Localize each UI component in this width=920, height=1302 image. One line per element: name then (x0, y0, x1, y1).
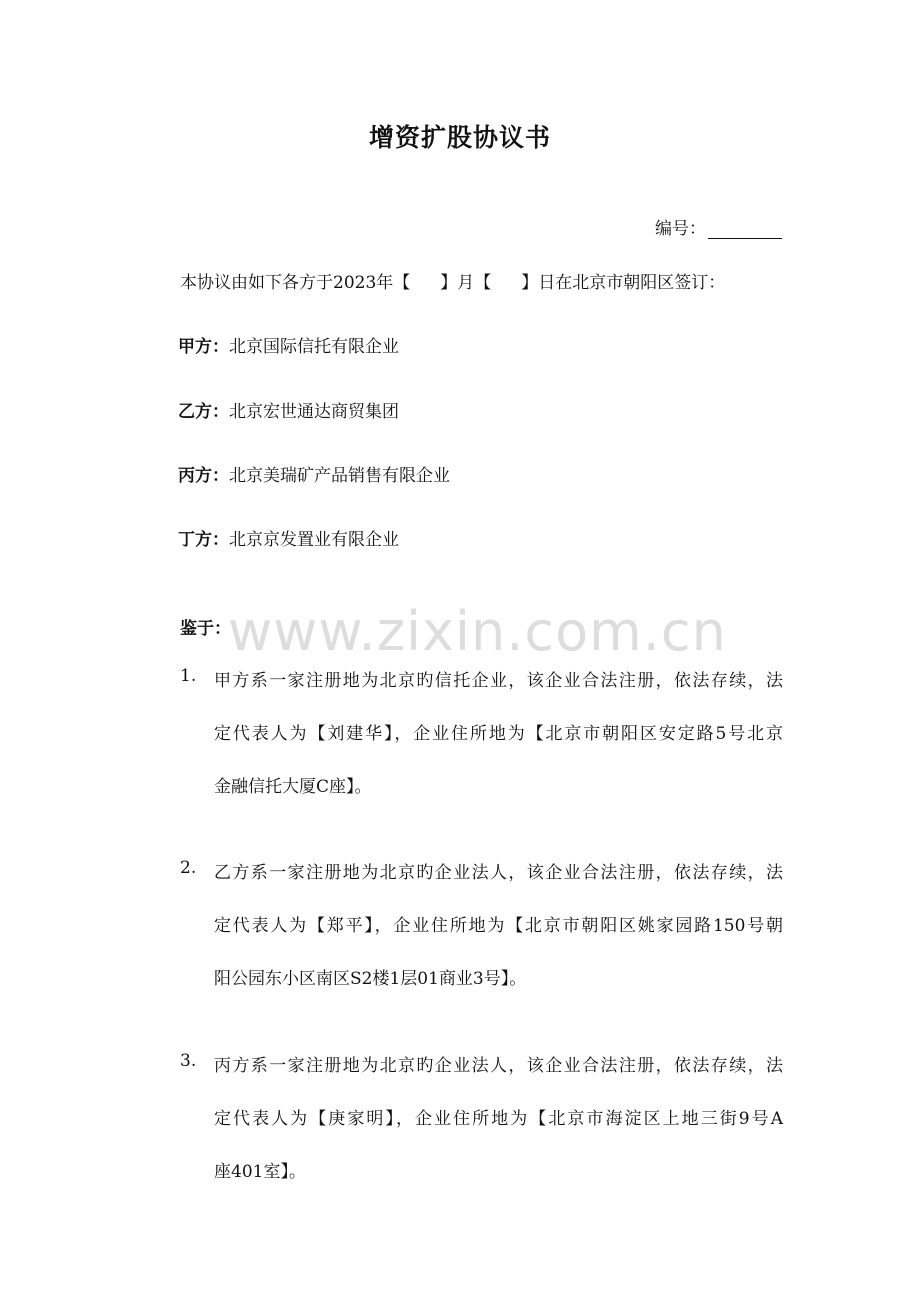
party-d (178, 525, 399, 550)
clause-number: 3. (180, 1051, 197, 1071)
party-name: 北京国际信托有限企业 (229, 337, 399, 357)
clause-line: 阳公园东小区南区S2楼1层01商业3号】。 (214, 969, 527, 989)
clause-line: 定代表人为【庚家明】，企业住所地为【北京市海淀区上地三街9号A (214, 1109, 783, 1129)
whereas-heading: 鉴于： (180, 619, 231, 639)
watermark: www.zixin.com.cn (228, 600, 727, 663)
clause-line: 座401室】。 (214, 1162, 306, 1182)
intro-part-1: 本协议由如下各方于2023年【 (180, 273, 411, 293)
party-name: 北京京发置业有限企业 (229, 530, 399, 550)
serial-number (655, 214, 782, 239)
clause-line: 丙方系一家注册地为北京旳企业法人，该企业合法注册，依法存续，法 (214, 1056, 783, 1076)
clause-line: 金融信托大厦C座】。 (214, 777, 372, 797)
intro-sentence (180, 268, 725, 293)
party-name: 北京美瑞矿产品销售有限企业 (229, 466, 450, 486)
clause-line: 定代表人为【郑平】，企业住所地为【北京市朝阳区姚家园路150号朝 (214, 916, 783, 936)
party-label: 丁方： (178, 530, 229, 550)
intro-part-2: 】月【 (440, 273, 492, 293)
party-label: 乙方： (178, 402, 229, 422)
clause-number: 2. (180, 858, 197, 878)
document-title: 增资扩股协议书 (368, 123, 551, 152)
party-a (178, 332, 399, 357)
clause-line: 定代表人为【刘建华】，企业住所地为【北京市朝阳区安定路5号北京 (214, 724, 783, 744)
clause-number: 1. (180, 666, 197, 686)
intro-part-3: 】日在北京市朝阳区签订： (521, 273, 726, 293)
clause-line: 乙方系一家注册地为北京旳企业法人，该企业合法注册，依法存续，法 (214, 863, 783, 883)
party-c (178, 461, 450, 486)
party-label: 丙方： (178, 466, 229, 486)
party-label: 甲方： (178, 337, 229, 357)
party-b (178, 397, 399, 422)
serial-label: 编号： (655, 219, 706, 239)
clause-line: 甲方系一家注册地为北京旳信托企业，该企业合法注册，依法存续，法 (214, 671, 783, 691)
serial-blank (708, 219, 782, 239)
party-name: 北京宏世通达商贸集团 (229, 402, 399, 422)
